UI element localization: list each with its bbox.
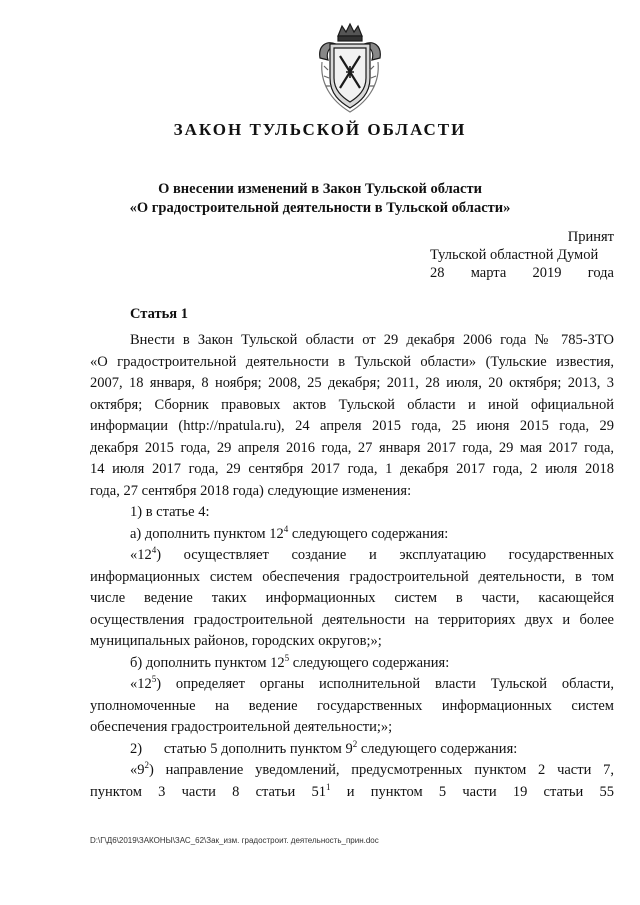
item-1a-text: а) дополнить пунктом 12 bbox=[130, 525, 284, 542]
adoption-year-word: года bbox=[587, 265, 614, 281]
adoption-date bbox=[430, 264, 614, 282]
quote-3-line bbox=[90, 782, 614, 804]
quote-1-line: осуществления градостроительной деятельности на территориях двух и более bbox=[90, 611, 614, 628]
quote-2-line bbox=[90, 674, 614, 696]
item-2-tail: следующего содержания: bbox=[357, 740, 518, 757]
quote-3-open: «9 bbox=[130, 762, 145, 778]
quote-2-text: ) определяет органы исполнительной власти Тульской области, bbox=[156, 676, 614, 692]
quote-2-line: уполномоченные на ведение государственных информационных систем bbox=[90, 697, 614, 714]
quote-1-line: муниципальных районов, городских округов;»; bbox=[90, 633, 382, 649]
law-title: ЗАКОН ТУЛЬСКОЙ ОБЛАСТИ bbox=[173, 120, 467, 139]
adoption-year: 2019 bbox=[532, 265, 562, 281]
item-1a-sup: 4 bbox=[283, 523, 289, 534]
intro-line: года, 27 сентября 2018 года) следующие изменения: bbox=[90, 482, 412, 499]
law-subject-line-2: «О градостроительной деятельности в Тульской области» bbox=[129, 200, 511, 216]
item-1b bbox=[90, 653, 614, 675]
quote-3-text-2: пунктом 3 части 8 статьи 51 bbox=[90, 783, 327, 800]
quote-2-open: «12 bbox=[130, 676, 152, 692]
item-1a-tail: следующего содержания: bbox=[288, 525, 449, 542]
item-2-sup: 2 bbox=[352, 738, 358, 749]
intro-line: Внести в Закон Тульской области от 29 декабря 2006 года № 785-ЗТО bbox=[130, 332, 614, 348]
adoption-day: 28 bbox=[430, 265, 445, 281]
adoption-month: марта bbox=[470, 265, 507, 281]
item-1b-tail: следующего содержания: bbox=[289, 654, 450, 671]
article-heading: Статья 1 bbox=[130, 306, 188, 322]
intro-line: информации (http://npatula.ru), 24 апреля 2015 года, 25 июня 2015 года, 29 bbox=[90, 418, 614, 434]
item-1b-sup: 5 bbox=[284, 652, 290, 663]
quote-3-sup: 2 bbox=[144, 760, 149, 771]
quote-3-sup-2: 1 bbox=[326, 781, 331, 792]
item-2-text: 2) статью 5 дополнить пунктом 9 bbox=[130, 740, 353, 757]
law-subject bbox=[0, 180, 640, 218]
quote-1-text: ) осуществляет создание и эксплуатацию государственных bbox=[156, 547, 614, 563]
quote-2-sup: 5 bbox=[151, 674, 157, 685]
intro-line: декабря 2015 года, 29 апреля 2016 года, 27 января 2017 года, 29 мая 2017 года, bbox=[90, 439, 614, 456]
quote-3-text: ) направление уведомлений, предусмотренных пунктом 2 части 7, bbox=[149, 762, 614, 778]
item-1: 1) в статье 4: bbox=[130, 504, 210, 520]
quote-1-open: «12 bbox=[130, 547, 152, 563]
coat-of-arms-icon bbox=[316, 22, 384, 114]
intro-line: октября; Сборник правовых актов Тульской области и иной официальной bbox=[90, 396, 614, 413]
intro-line: 2007, 18 января, 8 ноября; 2008, 25 декабря; 2011, 28 июля, 20 октября; 2013, 3 bbox=[90, 375, 614, 391]
quote-3-tail: и пунктом 5 части 19 статьи 55 bbox=[330, 783, 614, 800]
file-path-footer: D:\Г\Д6\2019\ЗАКОНЫ\ЗАС_62\Зак_изм. градострoит. деятельность_прин.doc bbox=[90, 836, 379, 845]
item-1a bbox=[90, 524, 614, 546]
quote-1-line: информационных систем обеспечения градостроительной деятельности, в том bbox=[90, 568, 614, 585]
article-body bbox=[90, 330, 614, 803]
intro-line: «О градостроительной деятельности в Тульской области» (Тульские известия, bbox=[90, 353, 614, 370]
item-2 bbox=[90, 739, 614, 761]
quote-1-sup: 4 bbox=[151, 545, 157, 556]
quote-3-line bbox=[90, 760, 614, 782]
adoption-block bbox=[430, 228, 614, 282]
adopted-by: Тульской областной Думой bbox=[430, 247, 599, 263]
quote-1-line bbox=[90, 545, 614, 567]
adopted-label: Принят bbox=[567, 229, 614, 245]
item-1b-text: б) дополнить пунктом 12 bbox=[130, 654, 285, 671]
intro-line: 14 июля 2017 года, 29 сентября 2017 года, 1 декабря 2017 года, 2 июля 2018 bbox=[90, 461, 614, 477]
quote-1-line: числе ведение таких информационных систем в части, касающейся bbox=[90, 590, 614, 606]
law-subject-line-1: О внесении изменений в Закон Тульской области bbox=[158, 181, 482, 197]
quote-2-line: обеспечения градостроительной деятельности;»; bbox=[90, 719, 393, 735]
